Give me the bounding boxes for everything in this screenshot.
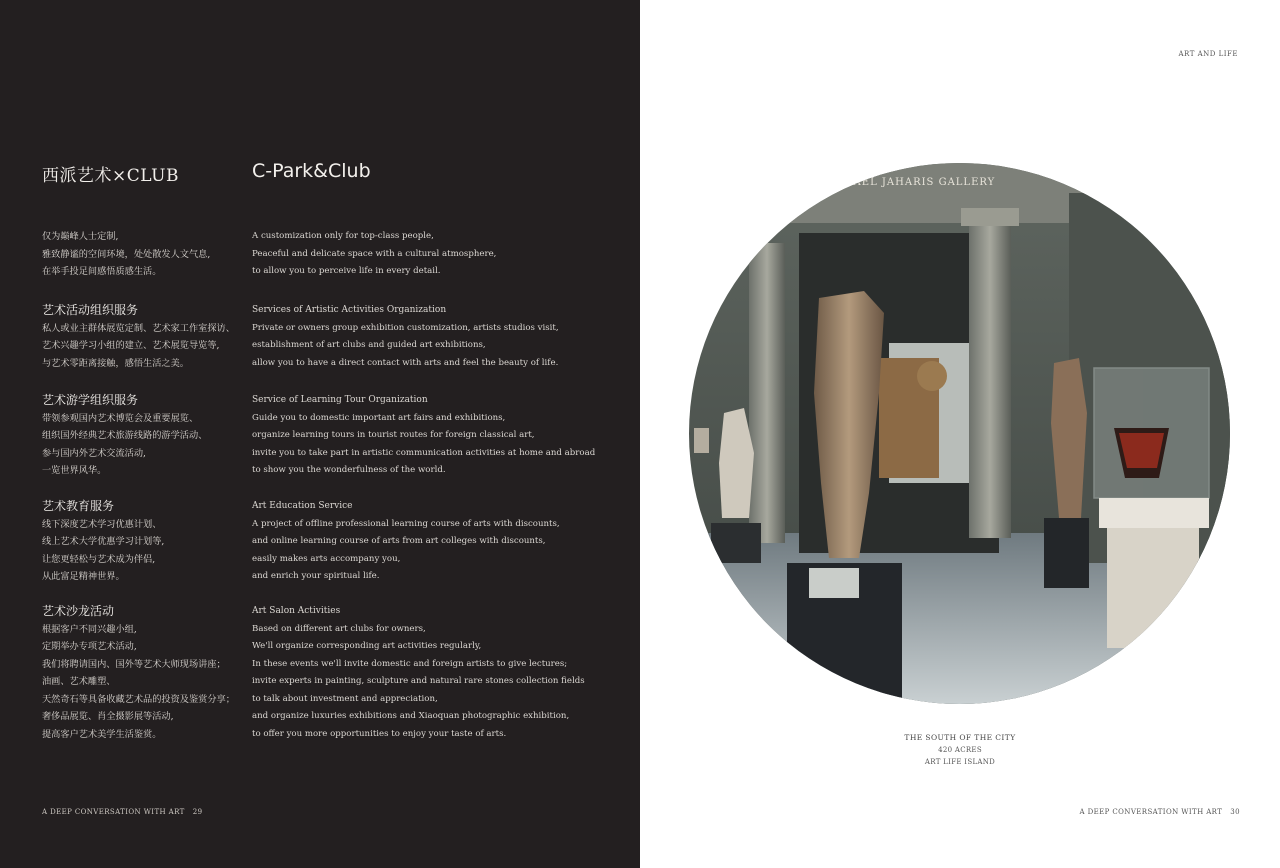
section-line-zh: 参与国内外艺术交流活动, [42,447,146,459]
section-salon-zh [42,603,235,743]
section-heading-zh: 艺术教育服务 [42,499,115,513]
section-line-zh: 与艺术零距离接触，感悟生活之美。 [42,357,189,369]
section-line-zh: 一览世界风华。 [42,465,107,476]
section-line-en: establishment of art clubs and guided art exhibitions, [252,340,486,350]
section-heading-en: Art Salon Activities [252,606,341,616]
section-line-zh: 天然奇石等具备收藏艺术品的投资及鉴赏分享； [42,693,235,705]
footer-text: A DEEP CONVERSATION WITH ART [1079,808,1223,816]
page-title-en: C-Park&Club [252,160,371,182]
section-tour-en [252,392,595,480]
section-heading-zh: 艺术活动组织服务 [42,303,139,317]
section-tour-zh [42,392,207,480]
right-page-footer [1080,808,1240,816]
section-kicker: ART AND LIFE [1178,50,1238,58]
section-line-en: and organize luxuries exhibitions and Xiaoquan photographic exhibition, [252,711,570,721]
left-page-footer [42,808,202,816]
caption-line-1: THE SOUTH OF THE CITY [904,733,1016,742]
section-line-zh: 提高客户艺术美学生活鉴赏。 [42,728,162,740]
section-line-en: and online learning course of arts from art colleges with discounts, [252,536,546,546]
intro-en-line: to allow you to perceive life in every detail. [252,266,441,276]
gallery-sign-text: MICHAEL JAHARIS GALLERY [819,177,996,188]
intro-zh-line: 雅致静谧的空间环境，处处散发人文气息, [42,248,211,260]
section-line-en: and enrich your spiritual life. [252,571,380,581]
section-line-en: invite you to take part in artistic communication activities at home and abroad [252,447,596,458]
section-line-en: Based on different art clubs for owners, [252,623,426,634]
gallery-photo [689,163,1230,704]
page-title-zh: 西派艺术×CLUB [42,166,179,186]
section-line-en: We'll organize corresponding art activities regularly, [252,641,482,651]
section-heading-en: Art Education Service [252,501,353,511]
caption-line-3: ART LIFE ISLAND [924,758,996,766]
section-line-zh: 让您更轻松与艺术成为伴侣, [42,553,156,565]
section-heading-en: Services of Artistic Activities Organization [252,305,447,315]
footer-text: A DEEP CONVERSATION WITH ART [42,808,185,816]
section-line-en: Private or owners group exhibition customization, artists studios visit, [252,322,559,333]
intro-zh-line: 在举手投足间感悟质感生活。 [42,266,162,277]
section-line-en: A project of offline professional learning course of arts with discounts, [252,518,560,529]
section-line-zh: 线下深度艺术学习优惠计划、 [42,518,162,530]
gallery-illustration [689,163,1230,704]
section-line-zh: 线上艺术大学优惠学习计划等, [42,536,165,547]
section-education-zh [42,498,164,586]
section-education-en [252,498,560,586]
section-line-en: organize learning tours in tourist routes for foreign classical art, [252,430,535,440]
section-salon-en [252,603,585,743]
section-line-zh: 油画、艺术雕塑、 [42,676,116,687]
section-line-zh: 从此富足精神世界。 [42,571,125,582]
intro-en [252,228,496,281]
section-heading-zh: 艺术游学组织服务 [42,393,139,407]
section-line-zh: 艺术兴趣学习小组的建立、艺术展览导览等, [42,340,220,351]
intro-en-line: A customization only for top-class people, [252,231,434,241]
section-line-en: invite experts in painting, sculpture and natural rare stones collection fields [252,676,585,686]
section-activities-en [252,302,559,372]
page-number: 30 [1230,808,1240,816]
section-line-en: allow you to have a direct contact with arts and feel the beauty of life. [252,357,559,368]
section-line-zh: 我们将聘请国内、国外等艺术大师现场讲座； [42,658,226,670]
section-line-zh: 带领参观国内艺术博览会及重要展览、 [42,412,199,424]
intro-en-line: Peaceful and delicate space with a cultural atmosphere, [252,248,497,259]
section-line-en: In these events we'll invite domestic and foreign artists to give lectures; [252,658,568,669]
section-line-zh: 奢侈品展览、肖全摄影展等活动, [42,711,174,722]
intro-zh-line: 仅为巅峰人士定制, [42,231,119,242]
section-heading-zh: 艺术沙龙活动 [42,604,115,618]
section-line-en: Guide you to domestic important art fairs and exhibitions, [252,412,506,423]
section-line-en: to show you the wonderfulness of the world. [252,465,446,475]
section-line-en: to talk about investment and appreciation, [252,693,438,704]
intro-zh [42,228,210,281]
section-activities-zh [42,302,235,372]
section-line-zh: 定期举办专项艺术活动, [42,641,137,652]
page-number: 29 [192,808,203,816]
section-line-zh: 根据客户不同兴趣小组, [42,623,137,635]
section-line-zh: 组织国外经典艺术旅游线路的游学活动、 [42,430,208,441]
section-heading-en: Service of Learning Tour Organization [252,395,428,405]
section-line-en: easily makes arts accompany you, [252,553,401,564]
section-line-zh: 私人或业主群体展览定制、艺术家工作室探访、 [42,322,235,334]
caption-line-2: 420 ACRES [938,746,982,754]
section-line-en: to offer you more opportunities to enjoy your taste of arts. [252,728,507,739]
